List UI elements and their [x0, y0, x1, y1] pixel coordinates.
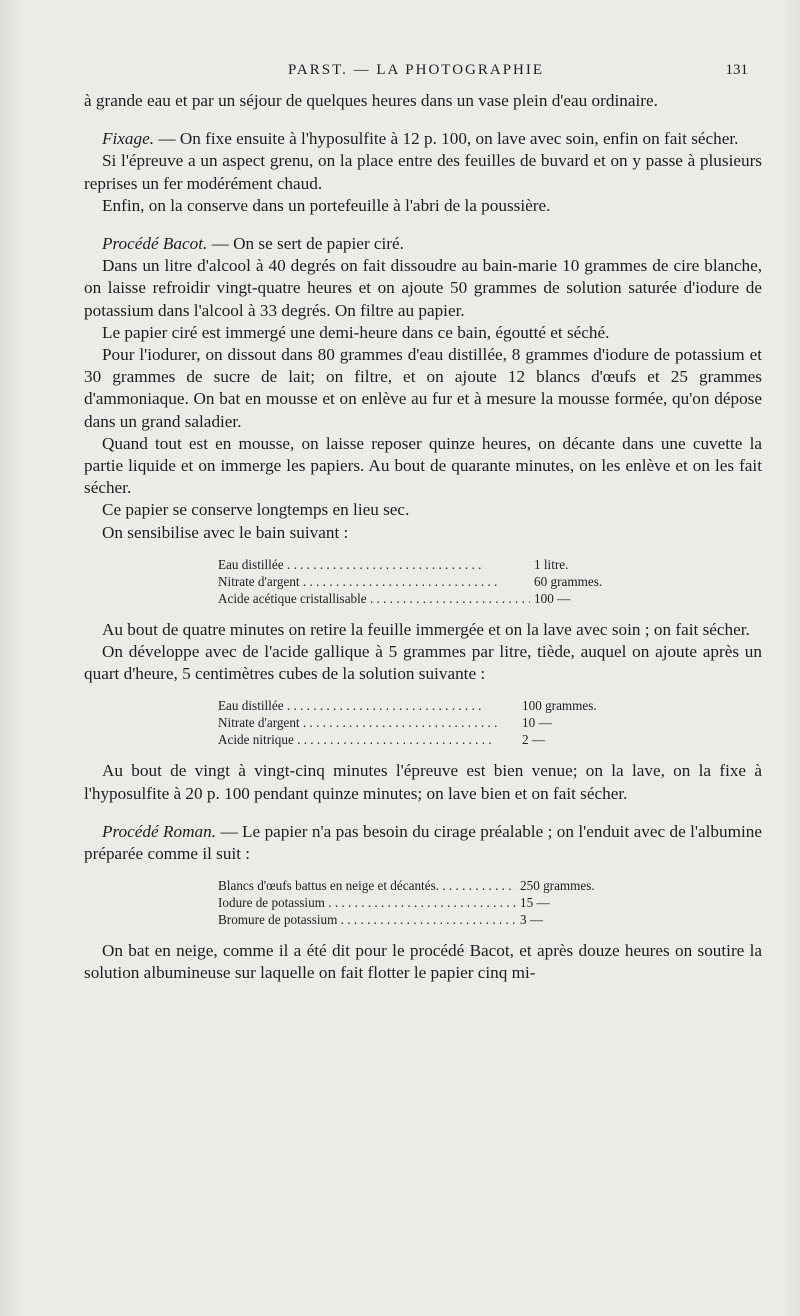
quantity: 100 grammes. [522, 698, 597, 714]
page-number: 131 [725, 62, 748, 78]
paragraph: On bat en neige, comme il a été dit pour le procédé Bacot, et après douze heures on soutire la solution albumineuse sur laquelle on fait flotter le papier cinq mi- [84, 941, 762, 983]
quantity: 15 — [520, 895, 550, 911]
paragraph: Enfin, on la conserve dans un portefeuille à l'abri de la poussière. [102, 195, 551, 215]
ingredient: Eau distillée . . . [218, 556, 530, 573]
page-body [84, 90, 762, 985]
ingredient: Iodure de potassium . . . [218, 894, 516, 911]
paragraph: à grande eau et par un séjour de quelques heures dans un vase plein d'eau ordinaire. [84, 91, 658, 110]
recipe-row [218, 697, 762, 714]
recipe-row [218, 590, 762, 607]
recipe-row [218, 911, 762, 928]
recipe-row [218, 573, 762, 590]
paragraph: On sensibilise avec le bain suivant : [102, 522, 349, 542]
ingredient: Nitrate d'argent . . . [218, 714, 518, 731]
quantity: 3 — [520, 912, 544, 928]
quantity: 2 — [522, 732, 546, 748]
section-lead: Fixage. [102, 129, 155, 149]
paragraph-bacot [84, 233, 762, 255]
recipe-row [218, 714, 762, 731]
quantity: 250 grammes. [520, 878, 595, 894]
paragraph-text: — Le papier n'a pas besoin du cirage préalable ; on l'enduit avec de l'albumine préparée comme il suit : [84, 821, 762, 864]
running-head [84, 62, 748, 84]
quantity: 100 — [534, 590, 571, 606]
paragraph: Au bout de quatre minutes on retire la feuille immergée et on la lave avec soin ; on fait sécher. [102, 619, 750, 639]
paragraph-roman [84, 821, 762, 865]
paragraph: On développe avec de l'acide gallique à 5 grammes par litre, tiède, auquel on ajoute après un quart d'heure, 5 centimètres cubes de la solution suivante : [84, 642, 762, 684]
ingredient: Eau distillée . . . [218, 697, 518, 714]
paragraph-text: — On se sert de papier ciré. [207, 234, 404, 254]
section-lead: Procédé Roman. [102, 821, 217, 841]
paragraph: Ce papier se conserve longtemps en lieu sec. [102, 500, 410, 520]
recipe-table-solution [218, 697, 762, 748]
quantity: 10 — [522, 715, 552, 731]
recipe-table-bain [218, 556, 762, 607]
quantity: 60 grammes. [534, 573, 603, 589]
ingredient: Acide nitrique . . . [218, 731, 518, 748]
ingredient: Bromure de potassium . . . [218, 911, 516, 928]
paragraph: Le papier ciré est immergé une demi-heure dans ce bain, égoutté et séché. [102, 322, 610, 342]
recipe-row [218, 731, 762, 748]
ingredient: Blancs d'œufs battus en neige et décantés. . . . [218, 877, 516, 894]
paragraph: Pour l'iodurer, on dissout dans 80 grammes d'eau distillée, 8 grammes d'iodure de potassium et 30 grammes de sucre de lait; on filtre, et on ajoute 12 blancs d'œufs et 25 grammes d'ammoniaque. On bat en mousse et on enlève au fur et à mesure la mousse formée, qu'on dépose dans un grand saladier. [84, 345, 762, 431]
paragraph-fixage [84, 128, 762, 150]
recipe-row [218, 894, 762, 911]
paragraph: Au bout de vingt à vingt-cinq minutes l'épreuve est bien venue; on la lave, on la fixe à l'hyposulfite à 20 p. 100 pendant quinze minutes; on lave bien et on fait sécher. [84, 761, 762, 803]
recipe-row [218, 556, 762, 573]
ingredient: Acide acétique cristallisable . . . [218, 590, 530, 607]
paragraph: Si l'épreuve a un aspect grenu, on la place entre des feuilles de buvard et on y passe à plusieurs reprises un fer modérément chaud. [84, 151, 762, 193]
paragraph: Dans un litre d'alcool à 40 degrés on fait dissoudre au bain-marie 10 grammes de cire blanche, on laisse refroidir vingt-quatre heures et on ajoute 50 grammes de solution saturée d'iodure de potassium dans l'alcool à 33 degrés. On filtre au papier. [84, 256, 762, 320]
paragraph-text: — On fixe ensuite à l'hyposulfite à 12 p. 100, on lave avec soin, enfin on fait sécher. [154, 129, 739, 149]
quantity: 1 litre. [534, 556, 569, 572]
recipe-table-albumine [218, 877, 762, 928]
paragraph: Quand tout est en mousse, on laisse reposer quinze heures, on décante dans une cuvette la partie liquide et on immerge les papiers. Au bout de quarante minutes, on les enlève et on les fait sécher. [84, 433, 762, 498]
recipe-row [218, 877, 762, 894]
ingredient: Nitrate d'argent . . . [218, 573, 530, 590]
section-lead: Procédé Bacot. [102, 234, 208, 254]
running-title: PARST. — LA PHOTOGRAPHIE [287, 62, 545, 78]
